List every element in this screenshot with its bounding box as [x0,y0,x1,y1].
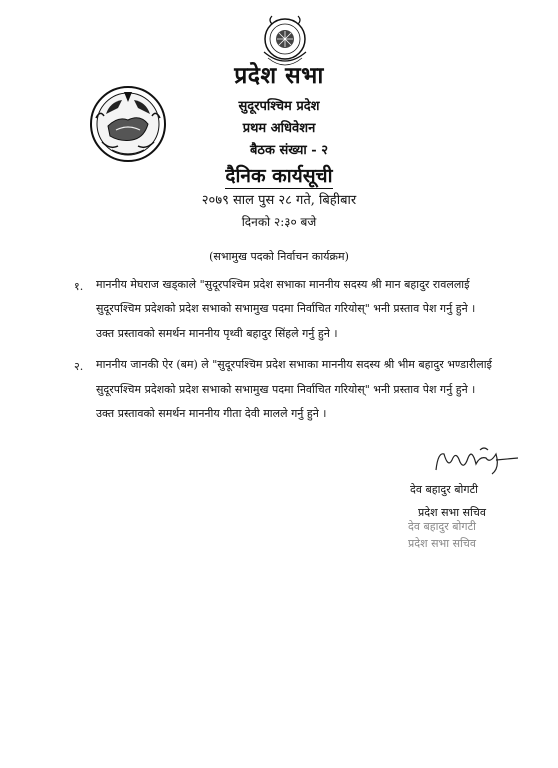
meeting-date: २०७९ साल पुस २८ गते, बिहीबार [201,193,357,208]
signatory-name: देव बहादुर बोगटी [410,483,478,496]
item-line: सुदूरपश्चिम प्रदेशको प्रदेश सभाको सभामुख पदमा निर्वाचित गरियोस्" भनी प्रस्ताव पेश गर्नु हुने । [96,302,476,315]
agenda-title-text: दैनिक कार्यसूची [225,165,333,187]
stamp-name: देव बहादुर बोगटी [408,520,476,533]
signatory-title: प्रदेश सभा सचिव [418,506,486,519]
item-number: १. [74,280,84,293]
item-line: माननीय जानकी ऐर (बम) ले "सुदूरपश्चिम प्रदेश सभाका माननीय सदस्य श्री भीम बहादुर भण्डारीलाई [96,358,492,371]
item-line: उक्त प्रस्तावको समर्थन माननीय पृथ्वी बहादुर सिंहले गर्नु हुने । [96,327,338,340]
province-name: सुदूरपश्चिम प्रदेश [238,99,320,114]
item-number: २. [74,360,84,373]
session-name: प्रथम अधिवेशन [242,121,316,136]
stamp-title: प्रदेश सभा सचिव [408,537,476,550]
item-line: उक्त प्रस्तावको समर्थन माननीय गीता देवी मालले गर्नु हुने । [96,407,327,420]
signature-icon [430,440,522,478]
item-line: माननीय मेघराज खड्काले "सुदूरपश्चिम प्रदेश सभाका माननीय सदस्य श्री मान बहादुर रावललाई [96,278,470,291]
item-line: सुदूरपश्चिम प्रदेशको प्रदेश सभाको सभामुख पदमा निर्वाचित गरियोस्" भनी प्रस्ताव पेश गर्नु हुने । [96,383,476,396]
meeting-number: बैठक संख्या - २ [250,143,328,158]
assembly-title: प्रदेश सभा [234,62,324,89]
meeting-time: दिनको २:३० बजे [241,215,317,229]
program-title: (सभामुख पदको निर्वाचन कार्यक्रम) [209,250,349,263]
agenda-title [0,162,558,188]
